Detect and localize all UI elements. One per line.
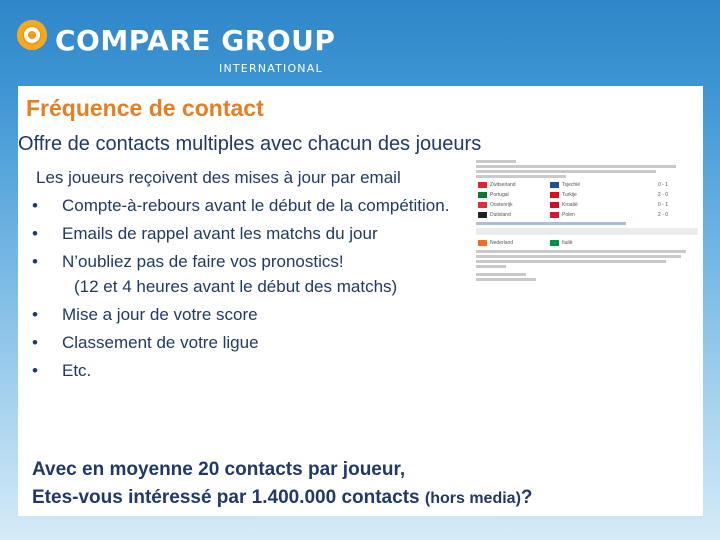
intro-text: Les joueurs reçoivent des mises à jour par email bbox=[36, 168, 401, 187]
list-item: • Compte-à-rebours avant le début de la compétition. bbox=[30, 195, 460, 217]
flag-icon bbox=[550, 212, 559, 218]
email-preview-image bbox=[476, 158, 698, 324]
flag-icon bbox=[478, 202, 487, 208]
match-row: Duitsland Polen 2 - 0 bbox=[478, 210, 698, 220]
flag-icon bbox=[550, 240, 559, 246]
brand-subtitle: INTERNATIONAL bbox=[219, 62, 323, 75]
list-item-note: (12 et 4 heures avant le début des matchs) bbox=[74, 277, 398, 296]
flag-icon bbox=[550, 192, 559, 198]
match-row: Portugal Turkije 2 - 0 bbox=[478, 190, 698, 200]
match-row: Oostenrijk Kroatië 0 - 1 bbox=[478, 200, 698, 210]
footer-callout bbox=[32, 456, 533, 513]
list-item: • N’oubliez pas de faire vos pronostics! bbox=[30, 251, 460, 273]
header bbox=[0, 0, 720, 84]
footer-line-2: Etes-vous intéressé par 1.400.000 contacts (hors media)? bbox=[32, 487, 533, 508]
slide-title: Fréquence de contact bbox=[26, 95, 264, 121]
flag-icon bbox=[478, 182, 487, 188]
footer-line-1: Avec en moyenne 20 contacts par joueur, bbox=[32, 459, 406, 480]
flag-icon bbox=[478, 212, 487, 218]
list-item: • Emails de rappel avant les matchs du jour bbox=[30, 223, 460, 245]
flag-icon bbox=[478, 192, 487, 198]
flag-icon bbox=[550, 202, 559, 208]
flag-icon bbox=[550, 182, 559, 188]
slide-subtitle: Offre de contacts multiples avec chacun des joueurs bbox=[18, 133, 482, 155]
list-item: • Classement de votre ligue bbox=[30, 332, 460, 354]
match-row: Zwitserland Tsjechië 0 - 1 bbox=[478, 180, 698, 190]
list-item: • Mise a jour de votre score bbox=[30, 304, 460, 326]
match-row: Nederland Italië bbox=[478, 238, 698, 248]
feature-list bbox=[30, 195, 460, 388]
flag-icon bbox=[478, 240, 487, 246]
brand-name: COMPARE GROUP bbox=[55, 24, 336, 57]
list-item: • Etc. bbox=[30, 360, 460, 382]
compare-group-logo-icon bbox=[17, 20, 47, 50]
